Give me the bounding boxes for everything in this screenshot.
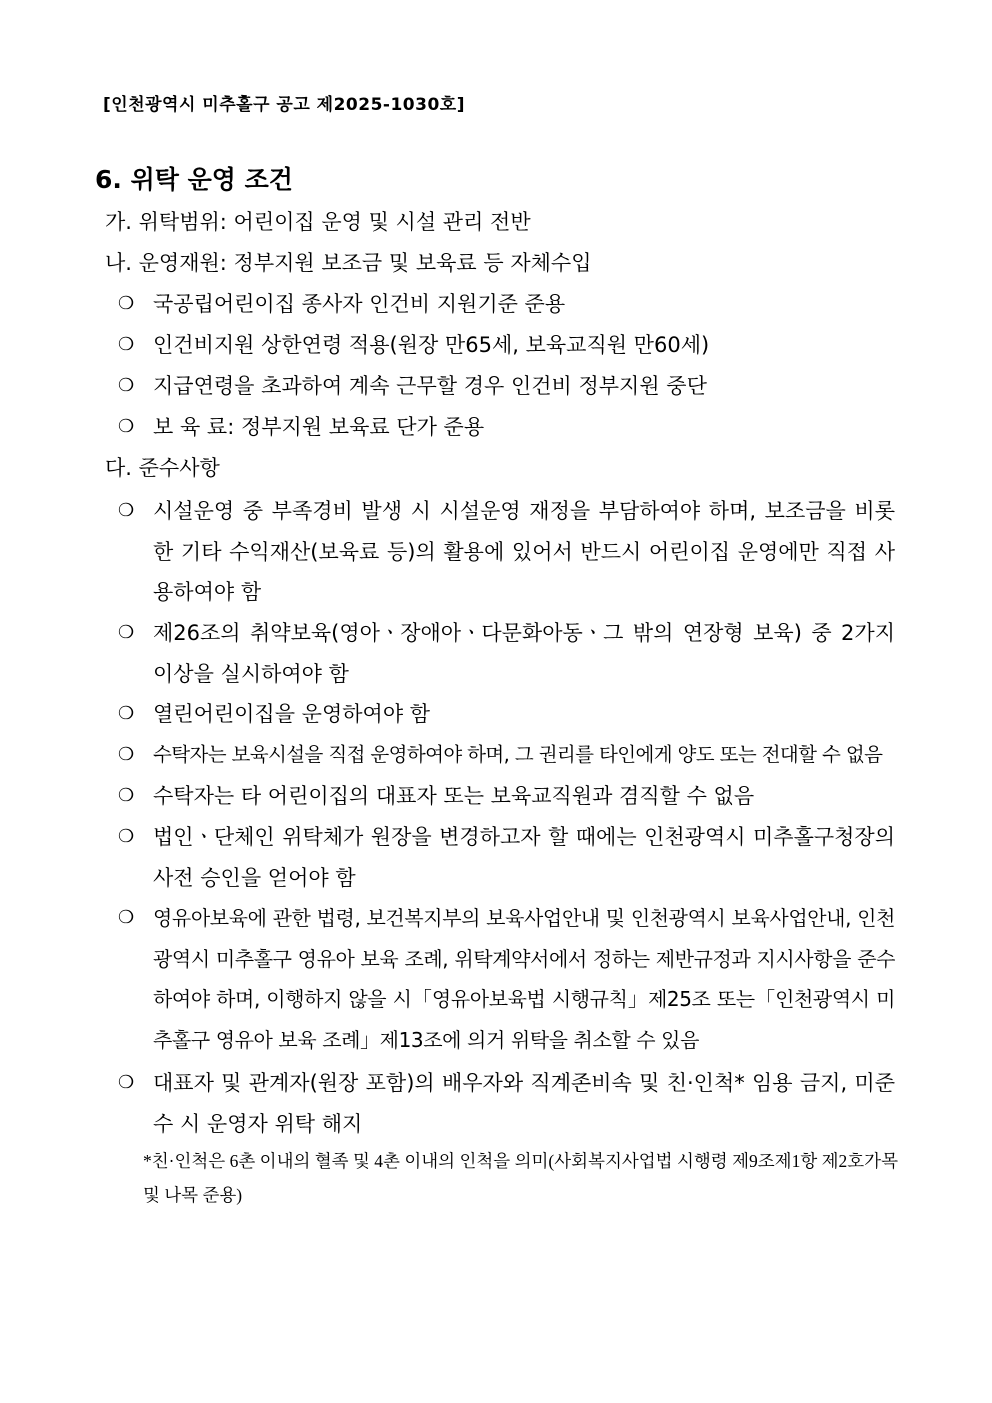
item-na: 나. 운영재원: 정부지원 보조금 및 보육료 등 자체수입 [105,251,592,275]
list-item-text: 제26조의 취약보육(영아ㆍ장애아ㆍ다문화아동ㆍ그 밖의 연장형 보육) 중 2가지 이상을 실시하여야 함 [153,621,895,686]
list-item-text: 인건비지원 상한연령 적용(원장 만65세, 보육교직원 만60세) [153,333,710,357]
list-item-text: 시설운영 중 부족경비 발생 시 시설운영 재정을 부담하여야 하며, 보조금을 비롯한 기타 수익재산(보육료 등)의 활용에 있어서 반드시 어린이집 운영에만 직접 사용하여야 함 [153,499,895,604]
bullet-icon: ❍ [118,416,135,437]
bullet-icon: ❍ [118,375,135,396]
bullet-icon: ❍ [118,703,135,724]
bullet-icon: ❍ [118,293,135,314]
bullet-icon: ❍ [118,500,135,521]
list-item-text: 수탁자는 보육시설을 직접 운영하여야 하며, 그 권리를 타인에게 양도 또는 전대할 수 없음 [153,743,883,766]
list-item-text: 보 육 료: 정부지원 보육료 단가 준용 [153,415,485,439]
list-item-text: 대표자 및 관계자(원장 포함)의 배우자와 직계존비속 및 친·인척* 임용 금지, 미준수 시 운영자 위탁 해지 [153,1071,895,1136]
notice-number: [인천광역시 미추홀구 공고 제2025-1030호] [103,95,465,115]
list-item-text: 법인ㆍ단체인 위탁체가 원장을 변경하고자 할 때에는 인천광역시 미추홀구청장의 사전 승인을 얻어야 함 [153,825,895,890]
item-da: 다. 준수사항 [105,456,220,480]
list-item-text: 수탁자는 타 어린이집의 대표자 또는 보육교직원과 겸직할 수 없음 [153,784,755,808]
list-item-text: 국공립어린이집 종사자 인건비 지원기준 준용 [153,292,566,316]
bullet-icon: ❍ [118,622,135,643]
section-title: 6. 위탁 운영 조건 [95,165,293,194]
footnote: *친·인척은 6촌 이내의 혈족 및 4촌 이내의 인척을 의미(사회복지사업법 시행령 제9조제1항 제2호가목 및 나목 준용) [143,1151,898,1205]
bullet-icon: ❍ [118,334,135,355]
bullet-icon: ❍ [118,785,135,806]
list-item-text: 지급연령을 초과하여 계속 근무할 경우 인건비 정부지원 중단 [153,374,707,398]
bullet-icon: ❍ [118,907,135,928]
list-item-text: 영유아보육에 관한 법령, 보건복지부의 보육사업안내 및 인천광역시 보육사업안내, 인천광역시 미추홀구 영유아 보육 조례, 위탁계약서에서 정하는 제반규정과 지시사항을 준수하여야 하며, 이행하지 않을 시「영유아보육법 시행규칙」제25조 또는「인천광역시 미추홀구 영유아 보육 조례」제13조에 의거 위탁을 취소할 수 있음 [153,906,895,1052]
bullet-icon: ❍ [118,744,135,765]
item-ga: 가. 위탁범위: 어린이집 운영 및 시설 관리 전반 [105,210,531,234]
bullet-icon: ❍ [118,1072,135,1093]
list-item-text: 열린어린이집을 운영하여야 함 [153,702,431,726]
bullet-icon: ❍ [118,826,135,847]
